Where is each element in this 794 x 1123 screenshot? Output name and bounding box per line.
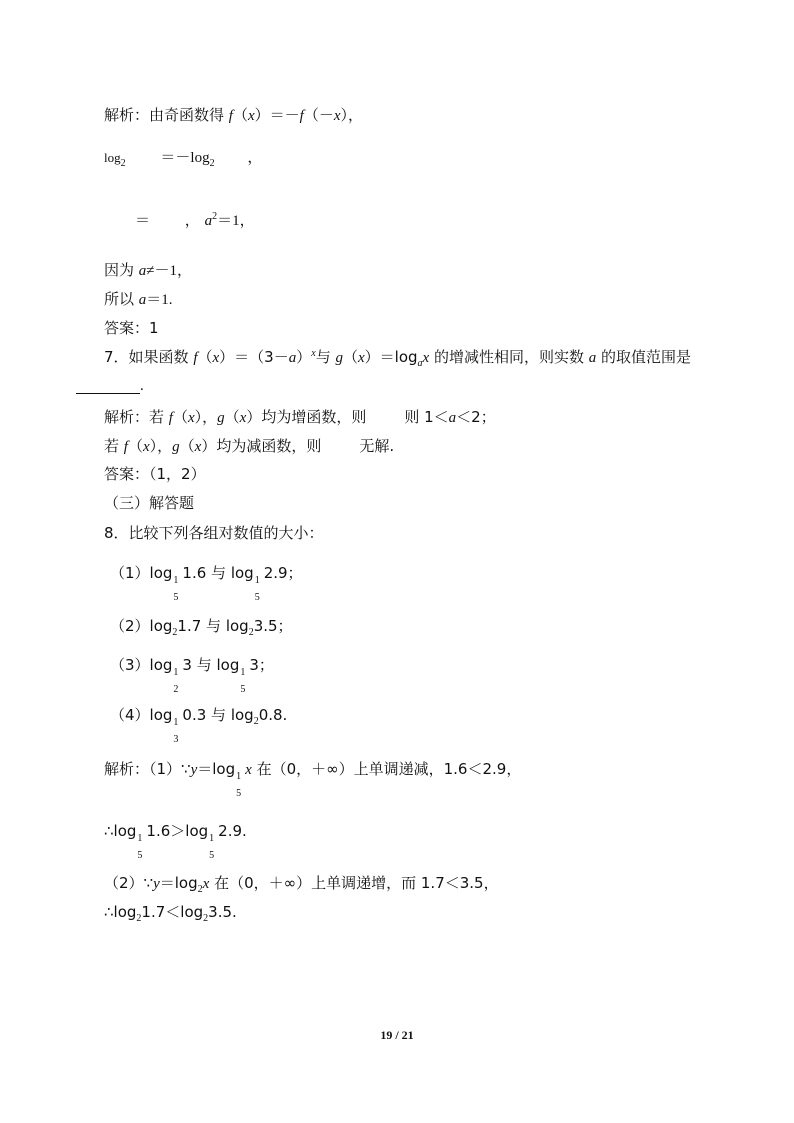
question-7: 7．如果函数 $f(x)=(3-a)^x$与 $g(x)=\log_ax$ 的增减性相同，则实数 a 的取值范围是 <box>104 348 692 369</box>
analysis-decreasing: 若 f（x），g（x）均为减函数，则 无解. <box>104 437 395 455</box>
question-8: 8．比较下列各组对数值的大小： <box>104 524 324 542</box>
question-8-part-1: （1）log 1 5 1.6 与 log 1 5 2.9； <box>110 564 303 603</box>
therefore-line: 所以 a＝1. <box>104 290 173 308</box>
question-8-part-2: $(2)\log_21.7$ 与 $\log_23.5$； <box>110 617 293 638</box>
equation-line-square: ＝ ， $a^2=1$， <box>135 211 255 229</box>
analysis-8-part-1: 解析：（1）∵y＝log 1 5 x 在（0，＋∞）上单调递减，1.6＜2.9， <box>104 760 522 799</box>
answer-line-6: 答案：1 <box>104 319 159 337</box>
page-number: 19 / 21 <box>380 1028 414 1042</box>
section-heading: （三）解答题 <box>104 494 195 512</box>
answer-blank <box>76 379 140 394</box>
conclusion-8-part-2: $\therefore\log_21.7<\log_23.5$. <box>104 903 237 924</box>
question-8-part-3: （3）log 1 2 3 与 log 1 5 3； <box>110 656 274 695</box>
question-8-part-4: （4）log 1 3 0.3 与 $\log_20.8$. <box>110 706 288 745</box>
because-line: 因为 a≠－1， <box>104 261 193 279</box>
analysis-line-1: 解析：由奇函数得 f（x）＝－f（－x）， <box>104 106 364 124</box>
conclusion-8-part-1: ∴log 1 5 1.6＞log 1 5 2.9. <box>104 822 247 861</box>
answer-line-7: 答案：（1，2） <box>104 465 206 483</box>
answer-blank-line: . <box>76 378 144 394</box>
analysis-8-part-2: $(2)\because y=\log_2x$ 在（0，＋∞）上单调递增，而 1.7＜3.5， <box>104 874 499 895</box>
equation-line-log: $\log_2 =-\log_2$ ， <box>104 148 263 169</box>
analysis-increasing: 解析：若 f（x），g（x）均为增函数，则 则 1＜a＜2； <box>104 408 496 426</box>
